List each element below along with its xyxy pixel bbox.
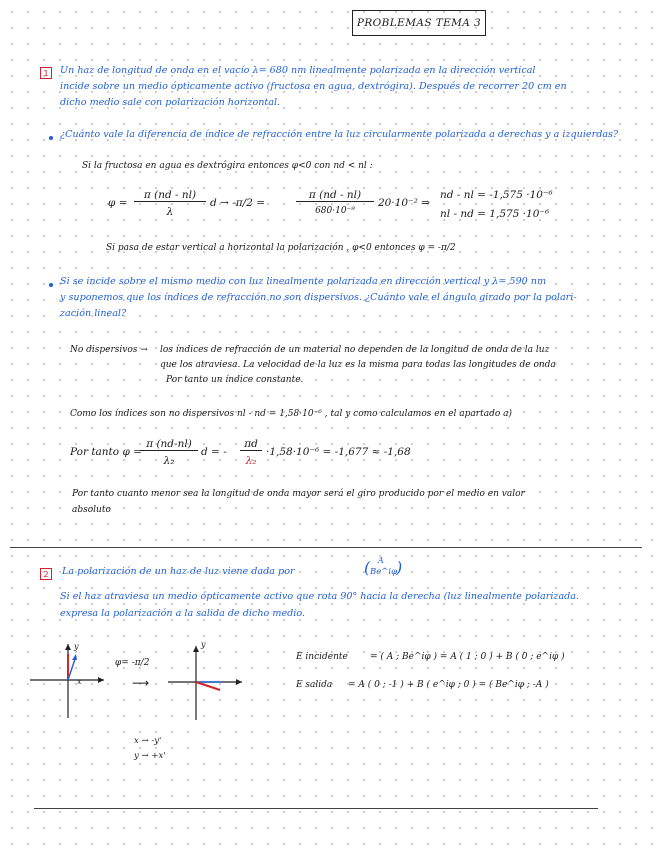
sol-b-eq-tail: ·1,58·10⁻⁶ = -1,677 ≈ -1,68 — [266, 446, 411, 458]
sol-b-eq-den2: λ₂ — [245, 455, 257, 467]
sol-a-result-2: nl - nd = 1,575 ·10⁻⁶ — [440, 208, 550, 220]
vector-top: A — [378, 556, 384, 565]
problem-1-intro-line-3: dicho medio sale con polarización horizontal. — [60, 97, 281, 108]
problem-1-intro-line-2: incide sobre un medio ópticamente activo (fructosa en agua, dextrógira). Después de recorrer 20 cm en — [60, 81, 567, 92]
sol-b-label: No dispersivos → — [70, 345, 148, 355]
problem-2-statement-1: Si el haz atraviesa un medio ópticamente activo que rota 90° hacia la derecha (luz linealmente polarizada. — [60, 591, 580, 602]
transform-line-2: y → +x' — [134, 751, 166, 761]
question-b-line-2: y suponemos que los índices de refracción no son dispersivos. ¿Cuánto vale el ángulo girado por la polari- — [60, 292, 577, 303]
vector-bottom: Be^iφ — [370, 567, 398, 577]
polarization-after-diagram — [166, 642, 246, 722]
sol-b-text-2: que los atraviesa. La velocidad de la luz es la misma para todas las longitudes de onda — [160, 360, 556, 370]
e-exit-label: E salida — [296, 680, 333, 690]
sol-a-frac2-den: 680·10⁻⁹ — [315, 206, 355, 216]
section-divider — [10, 547, 642, 548]
sol-b-eq-num2: πd — [240, 438, 262, 451]
vector-left-paren: ( — [364, 558, 371, 577]
sol-b-eq-prefix: Por tanto φ = — [70, 446, 142, 458]
question-a: ¿Cuánto vale la diferencia de índice de refracción entre la luz circularmente polarizada a derechas y a izquierdas? — [60, 129, 619, 140]
sol-b-line-2: Como los índices son no dispersivos nl - nd = 1,58·10⁻⁶ , tal y como calculamos en el apartado a) — [70, 409, 512, 419]
sol-a-result-1: nd - nl = -1,575 ·10⁻⁶ — [440, 189, 553, 201]
left-axis-y-label: y — [74, 642, 79, 651]
transform-line-1: x → -y' — [134, 736, 162, 746]
sol-a-tail: 20·10⁻² ⇒ — [378, 197, 430, 209]
sol-a-frac-den: λ — [166, 206, 174, 218]
sol-a-frac-num: π (nd - nl) — [134, 189, 206, 202]
polarization-before-diagram — [28, 640, 108, 720]
phi-label: φ= -π/2 — [115, 658, 150, 668]
sol-a-frac2-num: π (nd - nl) — [296, 189, 374, 202]
sol-b-eq-mid: d = - — [201, 446, 227, 458]
e-exit-eq: = A ( 0 ; -1 ) + B ( e^iφ ; 0 ) = ( Be^iφ ; -A ) — [348, 680, 549, 690]
problem-1-number: 1 — [40, 67, 52, 79]
bullet-b — [49, 283, 53, 287]
sol-b-text-3: Por tanto un índice constante. — [166, 375, 304, 385]
sol-a-phi: φ = — [108, 197, 128, 209]
sol-b-conclusion-1: Por tanto cuanto menor sea la longitud de onda mayor será el giro producido por el medio en valor — [72, 489, 525, 499]
e-incident-eq: = ( A ; Be^iφ ) = A ( 1 ; 0 ) + B ( 0 ; e^iφ ) — [370, 652, 565, 662]
problem-2-intro: La polarización de un haz de luz viene dada por — [62, 566, 295, 577]
sol-a-line-1: Si la fructosa en agua es dextrógira entonces φ<0 con nd < nl : — [82, 161, 373, 171]
problem-2-number: 2 — [40, 568, 52, 580]
transform-arrow: ⟶ — [132, 676, 150, 690]
question-b-line-3: zación lineal? — [60, 308, 127, 319]
sol-b-conclusion-2: absoluto — [72, 505, 111, 515]
question-b-line-1: Si se incide sobre el mismo medio con luz linealmente polarizada en dirección vertical y λ= 590 nm — [60, 276, 547, 287]
bottom-divider — [34, 808, 598, 809]
sol-b-eq-den: λ₂ — [163, 455, 175, 467]
sol-a-line-3: Si pasa de estar vertical a horizontal la polarización , φ<0 entonces φ = -π/2 — [106, 243, 456, 253]
right-axis-y-label: y — [201, 640, 206, 649]
sol-b-eq-num: π (nd-nl) — [140, 438, 198, 451]
vector-right-paren: ) — [396, 558, 403, 577]
e-incident-label: E incidente — [296, 652, 348, 662]
left-axis-x-label: x — [77, 677, 82, 686]
bullet-a — [49, 136, 53, 140]
sol-b-text-1: los índices de refracción de un material no dependen de la longitud de onda de la luz — [160, 345, 550, 355]
page-title: PROBLEMAS TEMA 3 — [352, 10, 486, 36]
sol-a-mid: d → -π/2 = — [210, 197, 265, 209]
problem-2-statement-2: expresa la polarización a la salida de dicho medio. — [60, 608, 305, 619]
problem-1-intro-line-1: Un haz de longitud de onda en el vacío λ= 680 nm linealmente polarizada en la dirección vertical — [60, 65, 536, 76]
